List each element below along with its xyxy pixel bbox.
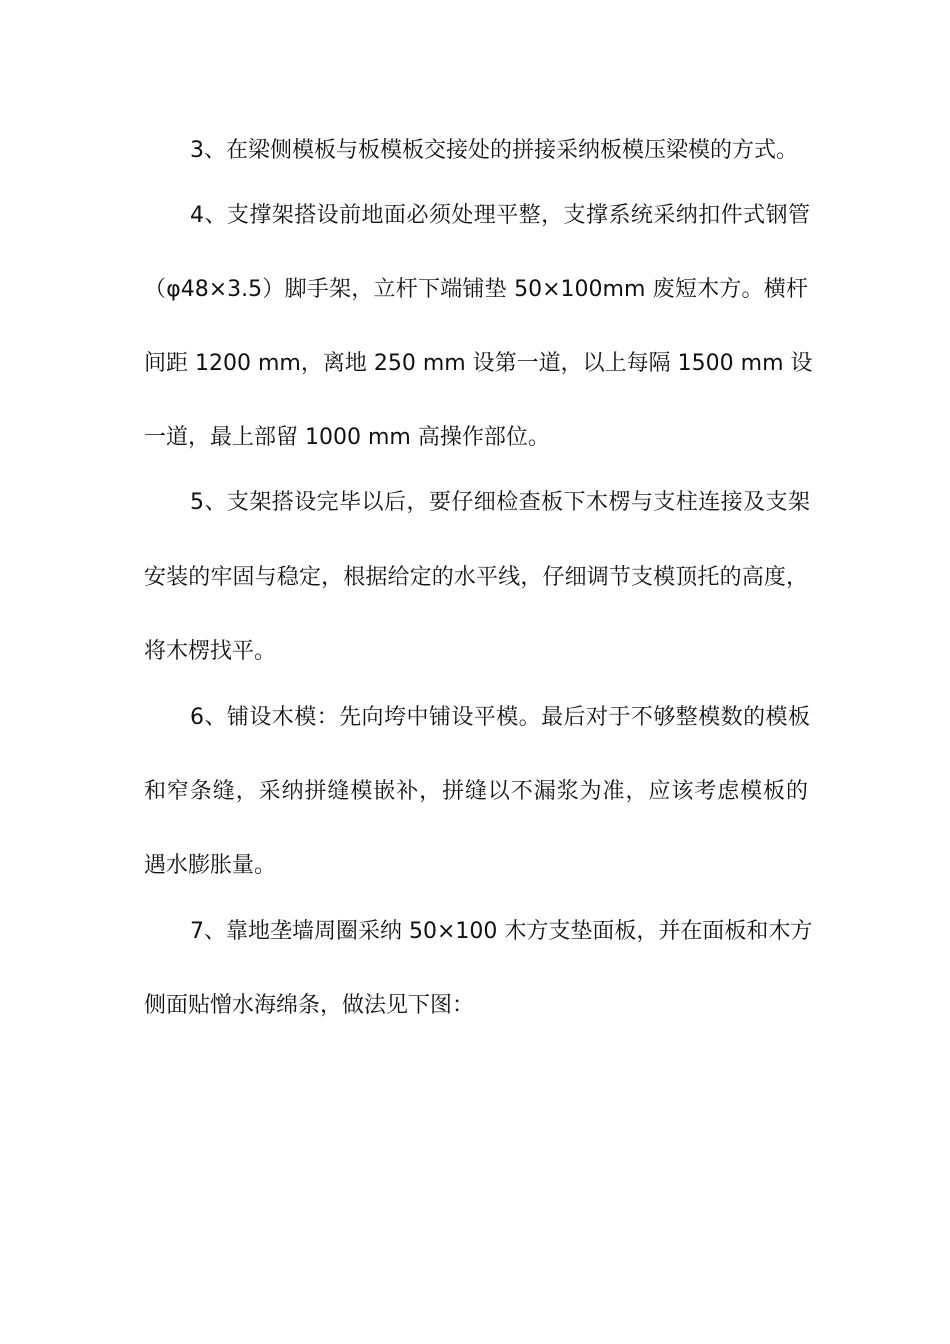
paragraph-5-line-3: 将木楞找平。 [144, 639, 277, 664]
paragraph-6-line-3: 遇水膨胀量。 [144, 853, 277, 878]
paragraph-5-line-1: 5、支架搭设完毕以后，要仔细检查板下木楞与支柱连接及支架 [190, 490, 810, 515]
paragraph-6-line-2: 和窄条缝，采纳拼缝模嵌补，拼缝以不漏浆为准，应该考虑模板的 [144, 779, 808, 804]
paragraph-7-line-2: 侧面贴憎水海绵条，做法见下图： [144, 993, 475, 1018]
paragraph-4-line-4: 一道，最上部留 1000 mm 高操作部位。 [144, 425, 550, 450]
paragraph-4-line-3: 间距 1200 mm，离地 250 mm 设第一道，以上每隔 1500 mm 设 [144, 351, 813, 376]
paragraph-3-line-1: 3、在梁侧模板与板模板交接处的拼接采纳板模压梁模的方式。 [190, 138, 798, 163]
paragraph-7-line-1: 7、靠地垄墙周圈采纳 50×100 木方支垫面板，并在面板和木方 [190, 919, 813, 944]
paragraph-5-line-2: 安装的牢固与稳定，根据给定的水平线，仔细调节支模顶托的高度， [144, 565, 808, 590]
paragraph-4-line-2: （φ48×3.5）脚手架，立杆下端铺垫 50×100mm 废短木方。横杆 [144, 277, 808, 302]
paragraph-4-line-1: 4、支撑架搭设前地面必须处理平整，支撑系统采纳扣件式钢管 [190, 203, 810, 228]
paragraph-6-line-1: 6、铺设木模：先向垮中铺设平模。最后对于不够整模数的模板 [190, 705, 810, 730]
